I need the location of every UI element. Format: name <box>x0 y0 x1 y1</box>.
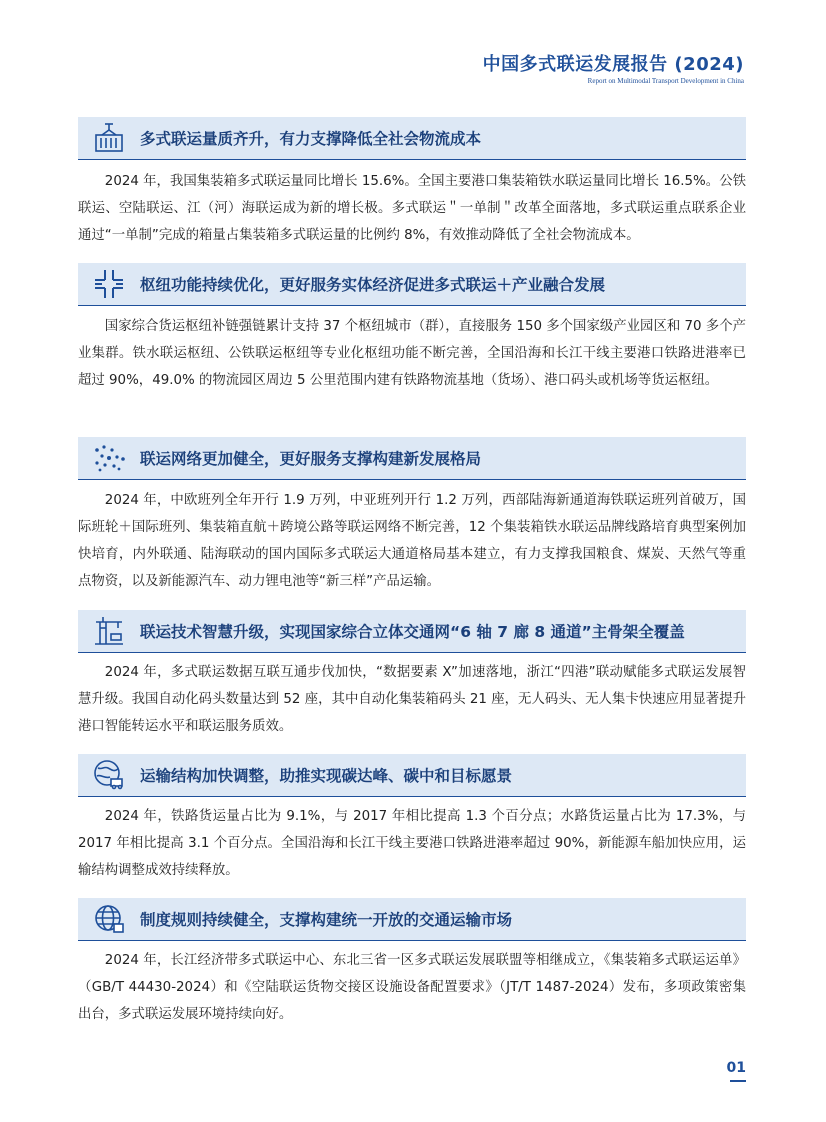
report-subtitle: Report on Multimodal Transport Development in China <box>587 77 744 85</box>
report-header <box>483 50 744 85</box>
page-number-underline <box>730 1080 746 1082</box>
green-globe-truck-icon <box>92 758 126 792</box>
section-body: 2024 年，铁路货运量占比为 9.1%，与 2017 年相比提高 1.3 个百分点；水路货运量占比为 17.3%，与 2017 年相比提高 3.1 个百分点。全国沿海和长江干线主要港口铁路进港率超过 90%，新能源车船加快应用，运输结构调整成效持续释放。 <box>78 809 746 878</box>
section-heading-2 <box>78 263 746 306</box>
container-crane-icon <box>92 121 126 155</box>
section-heading-3 <box>78 437 746 480</box>
section-heading-5 <box>78 754 746 797</box>
section-title: 多式联运量质齐升，有力支撑降低全社会物流成本 <box>140 130 482 148</box>
section-body: 2024 年，长江经济带多式联运中心、东北三省一区多式联运发展联盟等相继成立，《集装箱多式联运运单》（GB/T 44430-2024）和《空陆联运货物交接区设施设备配置要求》（JT/T 1487-2024）发布，多项政策密集出台，多式联运发展环境持续向好。 <box>78 953 746 1022</box>
section-body: 2024 年，我国集装箱多式联运量同比增长 15.6%。全国主要港口集装箱铁水联运量同比增长 16.5%。公铁联运、空陆联运、江（河）海联运成为新的增长极。多式联运＂一单制＂改革全面落地，多式联运重点联系企业通过“一单制”完成的箱量占集装箱多式联运量的比例约 8%，有效推动降低了全社会物流成本。 <box>78 174 746 243</box>
section-heading-6 <box>78 898 746 941</box>
section-heading-1 <box>78 117 746 160</box>
section-body: 2024 年，中欧班列全年开行 1.9 万列，中亚班列开行 1.2 万列，西部陆海新通道海铁联运班列首破万，国际班轮＋国际班列、集装箱直航＋跨境公路等联运网络不断完善，12 个集装箱铁水联运品牌线路培育典型案例加快培育，内外联通、陆海联动的国内国际多式联运大通道格局基本建立，有力支撑我国粮食、煤炭、天然气等重点物资，以及新能源汽车、动力锂电池等“新三样”产品运输。 <box>78 493 746 589</box>
section-body: 国家综合货运枢纽补链强链累计支持 37 个枢纽城市（群），直接服务 150 多个国家级产业园区和 70 多个产业集群。铁水联运枢纽、公铁联运枢纽等专业化枢纽功能不断完善，全国沿海和长江干线主要港口铁路进港率已超过 90%，49.0% 的物流园区周边 5 公里范围内建有铁路物流基地（货场）、港口码头或机场等货运枢纽。 <box>78 319 746 388</box>
smart-port-crane-icon <box>92 614 126 648</box>
section-title: 运输结构加快调整，助推实现碳达峰、碳中和目标愿景 <box>140 767 513 785</box>
globe-market-icon <box>92 902 126 936</box>
section-title: 联运网络更加健全，更好服务支撑构建新发展格局 <box>140 450 482 468</box>
report-title: 中国多式联运发展报告 (2024) <box>482 54 744 75</box>
section-body: 2024 年，多式联运数据互联互通步伐加快，“数据要素 X”加速落地，浙江“四港”联动赋能多式联运发展智慧升级。我国自动化码头数量达到 52 座，其中自动化集装箱码头 21 座，无人码头、无人集卡快速应用显著提升港口智能转运水平和联运服务质效。 <box>78 665 746 734</box>
section-title: 制度规则持续健全，支撑构建统一开放的交通运输市场 <box>140 911 513 929</box>
section-title: 枢纽功能持续优化，更好服务实体经济促进多式联运＋产业融合发展 <box>140 276 606 294</box>
section-heading-4 <box>78 610 746 653</box>
network-dots-icon <box>92 441 126 475</box>
section-title: 联运技术智慧升级，实现国家综合立体交通网“6 轴 7 廊 8 通道”主骨架全覆盖 <box>140 623 685 641</box>
page-number: 01 <box>726 1060 746 1076</box>
hub-junction-icon <box>92 267 126 301</box>
